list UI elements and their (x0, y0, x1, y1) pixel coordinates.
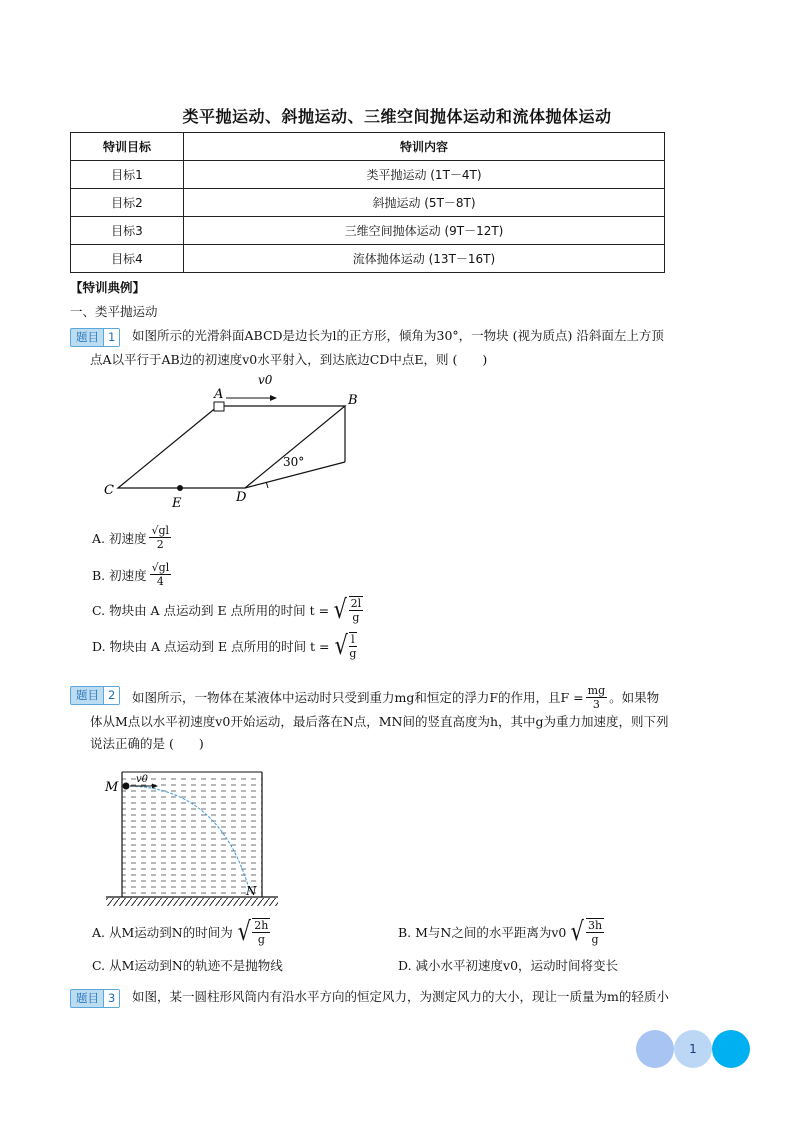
label-v0: v0 (136, 774, 149, 785)
q1-option-d[interactable] (92, 632, 357, 660)
label-m: M (105, 780, 119, 795)
q2-option-d[interactable]: D. 减小水平初速度v0，运动时间将变长 (398, 958, 619, 973)
label-v0: v0 (258, 373, 273, 387)
table-cell: 目标1 (71, 161, 184, 189)
denominator: g (352, 611, 360, 624)
table-cell: 目标2 (71, 189, 184, 217)
fraction (150, 561, 172, 588)
option-text: A. 初速度 (92, 530, 147, 546)
q2-text-line3: 说法正确的是 ( ) (90, 736, 204, 751)
label-c: C (104, 483, 114, 498)
page-title: 类平抛运动、斜抛运动、三维空间抛体运动和流体抛体运动 (182, 107, 612, 126)
goals-table (70, 132, 665, 273)
label-d: D (236, 490, 247, 505)
q1-option-c[interactable] (92, 596, 363, 624)
denominator: g (591, 933, 599, 946)
decor-circle (636, 1030, 674, 1068)
numerator: mg (587, 684, 606, 697)
option-text: A. 从M运动到N的时间为 (92, 925, 233, 940)
option-text: B. 初速度 (92, 567, 147, 583)
q1-slope-figure (100, 370, 360, 512)
subsection-title: 一、类平抛运动 (70, 304, 158, 319)
label-angle: 30° (283, 455, 305, 469)
fraction (349, 632, 357, 660)
denominator: 2 (156, 538, 164, 551)
option-text: D. 物块由 A 点运动到 E 点所用的时间 t = (92, 639, 330, 654)
badge-label: 题目 (76, 330, 99, 344)
question-badge (70, 989, 120, 1008)
fraction (349, 596, 364, 624)
table-cell: 三维空间抛体运动 (9T－12T) (184, 217, 665, 245)
numerator: 2l (350, 597, 362, 610)
table-row (71, 217, 665, 245)
fraction (586, 684, 607, 711)
question-number: 1 (103, 329, 119, 346)
numerator: √gl (151, 524, 170, 537)
label-e: E (172, 496, 182, 511)
fraction (149, 524, 171, 551)
table-row (71, 161, 665, 189)
table-row (71, 189, 665, 217)
q2-option-c[interactable]: C. 从M运动到N的轨迹不是抛物线 (92, 958, 283, 973)
question-number: 3 (103, 990, 119, 1007)
question-number: 2 (103, 687, 119, 704)
table-cell: 斜抛运动 (5T－8T) (184, 189, 665, 217)
badge-label: 题目 (76, 991, 99, 1005)
table-cell: 目标3 (71, 217, 184, 245)
q1-text-line2: 点A以平行于AB边的初速度v0水平射入，到达底边CD中点E，则 ( ) (90, 352, 488, 367)
denominator: 3 (592, 698, 600, 711)
badge-label: 题目 (76, 688, 99, 702)
option-text: C. 物块由 A 点运动到 E 点所用的时间 t = (92, 603, 330, 618)
decor-circle (712, 1030, 750, 1068)
denominator: g (257, 933, 265, 946)
q2-text-part: 。如果物 (609, 689, 660, 705)
option-text: B. M与N之间的水平距离为v0 (398, 925, 567, 940)
q1-text-line1: 如图所示的光滑斜面ABCD是边长为l的正方形，倾角为30°，一物块 (视为质点) 沿斜面左上方顶 (132, 328, 664, 343)
denominator: g (349, 647, 357, 660)
table-header: 特训内容 (184, 133, 665, 161)
page-number: 1 (674, 1030, 712, 1068)
table-row (71, 245, 665, 273)
q2-option-a[interactable] (92, 918, 270, 946)
square-root: √ $\frac{3h}{g}$ (571, 917, 603, 947)
numerator: l (351, 633, 355, 646)
page-number-badge (636, 1028, 756, 1070)
label-n: N (246, 884, 257, 898)
q3-text-line1: 如图，某一圆柱形风筒内有沿水平方向的恒定风力，为测定风力的大小，现让一质量为m的轻质小 (132, 989, 669, 1004)
label-b: B (348, 393, 358, 408)
q2-text-part: 如图所示，一物体在某液体中运动时只受到重力mg和恒定的浮力F的作用，且F = (132, 689, 584, 705)
question-badge (70, 686, 120, 705)
square-root: √ $\frac{2l}{g}$ (333, 595, 362, 625)
numerator: 2h (254, 919, 269, 932)
q1-option-a[interactable] (92, 524, 171, 551)
table-cell: 目标4 (71, 245, 184, 273)
table-header-row (71, 133, 665, 161)
question-badge (70, 328, 120, 347)
table-header: 特训目标 (71, 133, 184, 161)
fraction (586, 918, 604, 946)
denominator: 4 (156, 575, 164, 588)
square-root: √ $\frac{2h}{g}$ (237, 917, 269, 947)
fraction (252, 918, 270, 946)
q2-text-line1 (132, 684, 659, 711)
q2-text-line2: 体从M点以水平初速度v0开始运动，最后落在N点，MN间的竖直高度为h，其中g为重力加速度，则下列 (90, 714, 669, 729)
label-a: A (214, 387, 224, 402)
section-header: 【特训典例】 (70, 280, 146, 295)
q2-option-b[interactable] (398, 918, 604, 946)
table-cell: 流体抛体运动 (13T－16T) (184, 245, 665, 273)
square-root: √ $\frac{l}{g}$ (334, 631, 357, 661)
numerator: 3h (587, 919, 603, 932)
q1-option-b[interactable] (92, 561, 171, 588)
numerator: √gl (151, 561, 170, 574)
q2-liquid-tank-figure (100, 764, 285, 909)
table-cell: 类平抛运动 (1T－4T) (184, 161, 665, 189)
